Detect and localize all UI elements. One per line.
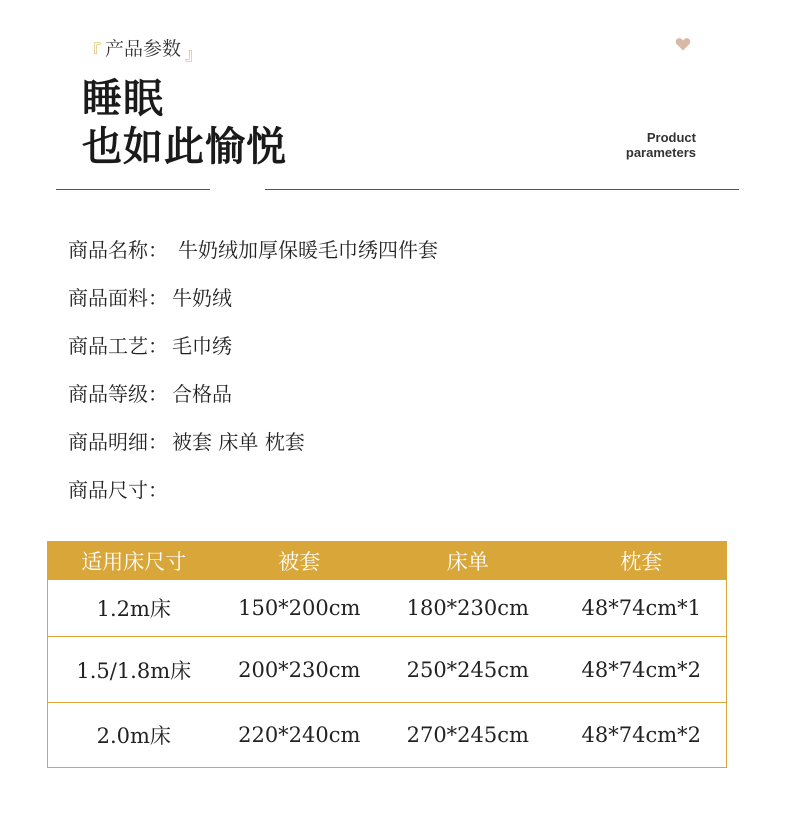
divider-left bbox=[56, 189, 210, 190]
english-label bbox=[626, 130, 696, 160]
spec-value: 合格品 bbox=[172, 382, 232, 406]
spec-label: 商品尺寸： bbox=[68, 478, 168, 502]
spec-value: 牛奶绒加厚保暖毛巾绣四件套 bbox=[178, 238, 438, 262]
heart-icon bbox=[675, 36, 691, 52]
table-cell: 48*74cm*2 bbox=[581, 657, 701, 682]
spec-label: 商品工艺： bbox=[68, 334, 168, 358]
divider-right bbox=[265, 189, 739, 190]
table-cell: 250*245cm bbox=[406, 657, 529, 682]
spec-size bbox=[68, 474, 172, 503]
table-row bbox=[48, 579, 726, 636]
header-bed-sheet: 床单 bbox=[446, 549, 489, 574]
table-cell: 1.5/1.8m床 bbox=[76, 658, 192, 683]
english-label-line-1: Product bbox=[646, 130, 696, 145]
table-cell: 180*230cm bbox=[406, 596, 529, 620]
bracket-right: 』 bbox=[185, 45, 203, 65]
table-cell: 200*230cm bbox=[238, 657, 361, 682]
table-cell: 1.2m床 bbox=[96, 597, 171, 621]
table-cell: 48*74cm*1 bbox=[581, 596, 701, 620]
spec-label: 商品面料： bbox=[68, 286, 168, 310]
section-tag bbox=[84, 30, 202, 65]
section-label: 产品参数 bbox=[105, 38, 182, 60]
table-cell: 220*240cm bbox=[238, 723, 361, 747]
spec-name bbox=[68, 234, 438, 263]
header-duvet-cover: 被套 bbox=[278, 549, 321, 574]
spec-label: 商品等级： bbox=[68, 382, 168, 406]
spec-craft bbox=[68, 330, 232, 359]
headline-line-2: 也如此愉悦 bbox=[82, 123, 287, 170]
table-row bbox=[48, 702, 726, 767]
spec-value: 牛奶绒 bbox=[172, 286, 232, 310]
headline-line-1: 睡眠 bbox=[82, 75, 164, 122]
bracket-left: 『 bbox=[84, 41, 101, 62]
spec-value: 毛巾绣 bbox=[172, 334, 232, 358]
header-pillowcase: 枕套 bbox=[620, 549, 663, 574]
table-cell: 48*74cm*2 bbox=[581, 723, 701, 747]
spec-value: 被套 床单 枕套 bbox=[172, 430, 305, 454]
table-cell: 270*245cm bbox=[406, 723, 529, 747]
spec-details bbox=[68, 426, 305, 455]
table-header bbox=[48, 542, 726, 579]
size-table bbox=[47, 541, 727, 768]
table-row bbox=[48, 636, 726, 702]
spec-grade bbox=[68, 378, 232, 407]
spec-label: 商品明细： bbox=[68, 430, 168, 454]
header-bed-size: 适用床尺寸 bbox=[81, 549, 187, 574]
table-cell: 150*200cm bbox=[238, 596, 361, 620]
headline bbox=[82, 75, 287, 171]
spec-fabric bbox=[68, 282, 232, 311]
spec-label: 商品名称： bbox=[68, 238, 168, 262]
english-label-line-2: parameters bbox=[625, 145, 696, 160]
table-cell: 2.0m床 bbox=[96, 724, 171, 748]
